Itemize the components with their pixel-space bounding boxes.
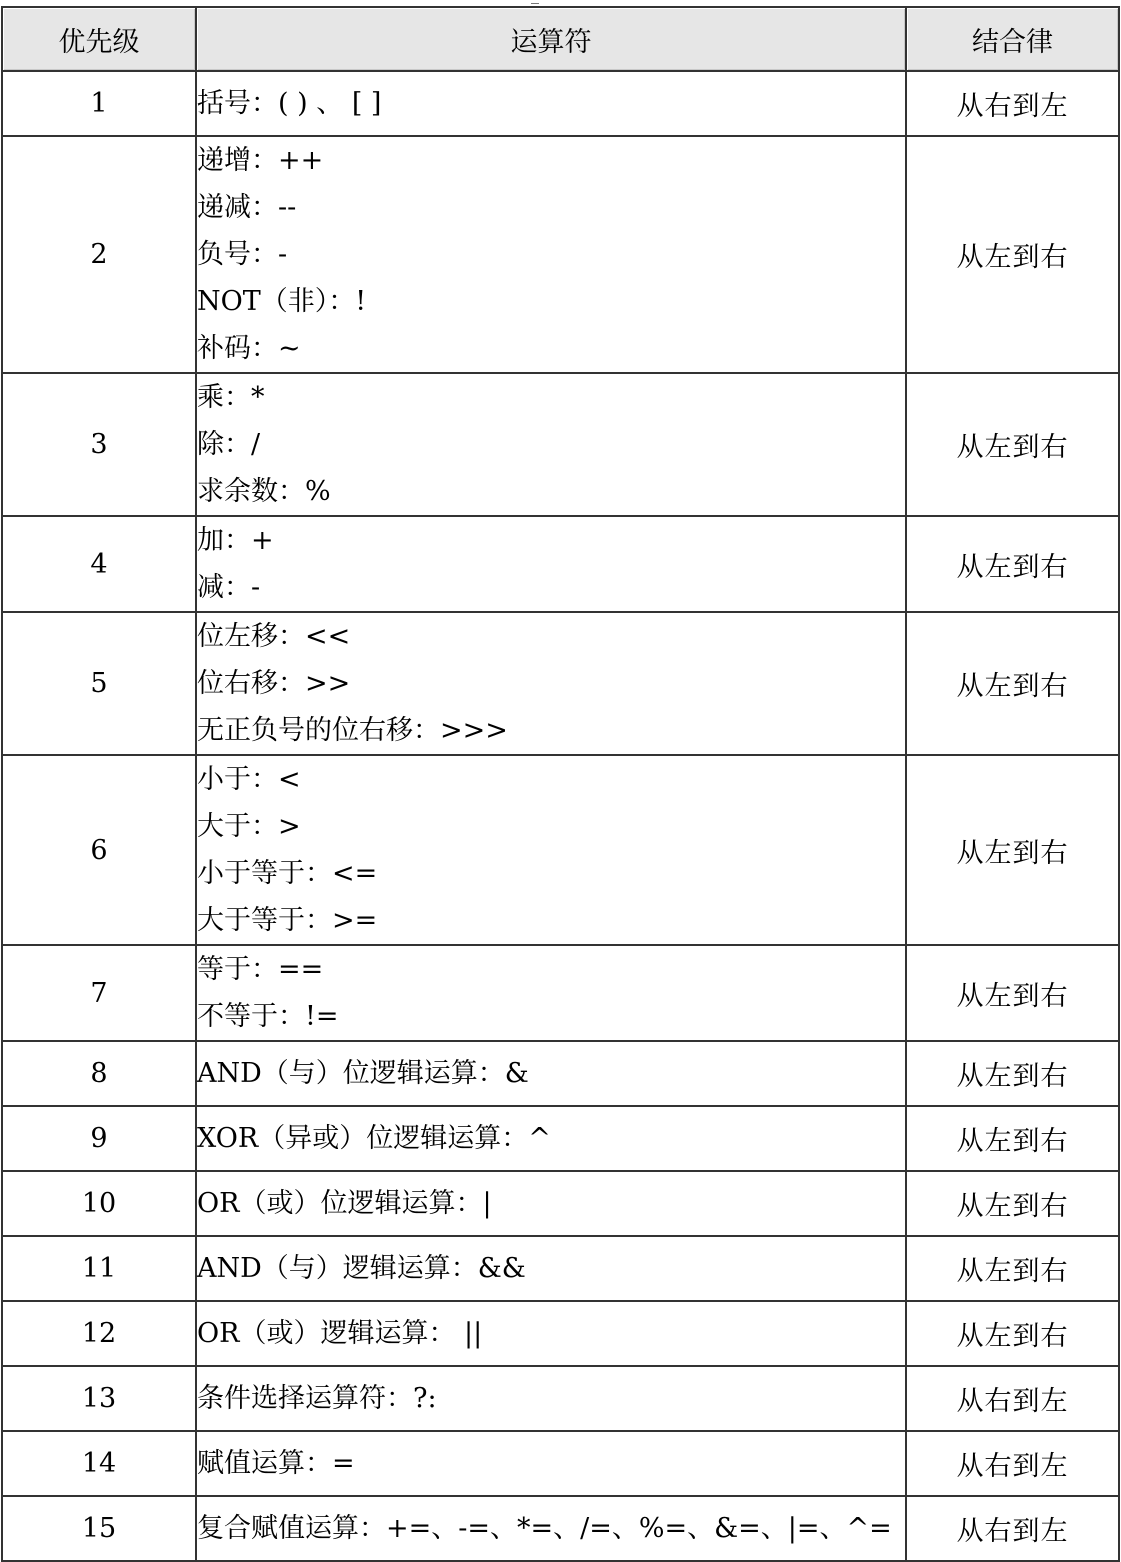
priority-level: 1 bbox=[2, 71, 196, 136]
associativity-cell: 从左到右 bbox=[906, 1301, 1119, 1366]
header-row bbox=[2, 7, 1119, 71]
operator-cell bbox=[196, 1366, 906, 1431]
table-row bbox=[2, 1366, 1119, 1431]
table-row bbox=[2, 1106, 1119, 1171]
operator-entry: XOR（异或）位逻辑运算：^ bbox=[197, 1123, 551, 1154]
priority-level: 8 bbox=[2, 1041, 196, 1106]
priority-level: 7 bbox=[2, 945, 196, 1041]
table-row bbox=[2, 1301, 1119, 1366]
operator-entry: 无正负号的位右移：>>> bbox=[197, 715, 508, 746]
priority-level: 13 bbox=[2, 1366, 196, 1431]
associativity-cell: 从左到右 bbox=[906, 136, 1119, 373]
operator-cell bbox=[196, 71, 906, 136]
associativity-cell: 从左到右 bbox=[906, 516, 1119, 612]
operator-entry: 加：+ bbox=[197, 525, 274, 556]
operator-entry: 减：- bbox=[197, 572, 261, 603]
operator-entry: 求余数：% bbox=[197, 476, 331, 507]
priority-level: 4 bbox=[2, 516, 196, 612]
operator-cell bbox=[196, 1431, 906, 1496]
associativity-cell: 从右到左 bbox=[906, 1431, 1119, 1496]
operator-entry: 负号：- bbox=[197, 239, 288, 270]
operator-cell bbox=[196, 1301, 906, 1366]
table-row bbox=[2, 1171, 1119, 1236]
operator-entry: 递增：++ bbox=[197, 145, 324, 176]
associativity-cell: 从左到右 bbox=[906, 1171, 1119, 1236]
table-row bbox=[2, 516, 1119, 612]
operator-cell bbox=[196, 1496, 906, 1561]
priority-level: 3 bbox=[2, 373, 196, 516]
page-top-mark bbox=[531, 0, 539, 4]
operator-cell bbox=[196, 755, 906, 945]
operator-cell bbox=[196, 945, 906, 1041]
table-row bbox=[2, 612, 1119, 755]
table-row bbox=[2, 1431, 1119, 1496]
header-associativity: 结合律 bbox=[906, 7, 1119, 71]
operator-entry: NOT（非）：! bbox=[197, 286, 367, 317]
operator-entry: 位右移：>> bbox=[197, 668, 351, 699]
associativity-cell: 从左到右 bbox=[906, 945, 1119, 1041]
operator-cell bbox=[196, 1171, 906, 1236]
table-row bbox=[2, 1236, 1119, 1301]
associativity-cell: 从左到右 bbox=[906, 755, 1119, 945]
priority-level: 9 bbox=[2, 1106, 196, 1171]
associativity-cell: 从左到右 bbox=[906, 1106, 1119, 1171]
operator-entry: 位左移：<< bbox=[197, 621, 351, 652]
table-row bbox=[2, 1041, 1119, 1106]
operator-entry: 乘：* bbox=[197, 382, 265, 413]
operator-entry: OR（或）逻辑运算： || bbox=[197, 1318, 483, 1349]
operator-entry: 大于：> bbox=[197, 811, 301, 842]
associativity-cell: 从右到左 bbox=[906, 1496, 1119, 1561]
header-operator: 运算符 bbox=[196, 7, 906, 71]
operator-precedence-table bbox=[1, 6, 1120, 1562]
operator-entry: 条件选择运算符：?: bbox=[197, 1383, 437, 1414]
table-body bbox=[2, 71, 1119, 1561]
header-level: 优先级 bbox=[2, 7, 196, 71]
table-row bbox=[2, 755, 1119, 945]
priority-level: 12 bbox=[2, 1301, 196, 1366]
operator-entry: OR（或）位逻辑运算：| bbox=[197, 1188, 492, 1219]
operator-entry: 小于等于：<= bbox=[197, 858, 378, 889]
priority-level: 5 bbox=[2, 612, 196, 755]
operator-cell bbox=[196, 1236, 906, 1301]
operator-entry: AND（与）位逻辑运算：& bbox=[197, 1058, 529, 1089]
table-row bbox=[2, 136, 1119, 373]
operator-cell bbox=[196, 612, 906, 755]
priority-level: 6 bbox=[2, 755, 196, 945]
priority-level: 15 bbox=[2, 1496, 196, 1561]
table-row bbox=[2, 1496, 1119, 1561]
operator-entry: 大于等于：>= bbox=[197, 905, 378, 936]
operator-entry: 赋值运算：= bbox=[197, 1448, 355, 1479]
page bbox=[1, 6, 1118, 1562]
operator-entry: 递减：-- bbox=[197, 192, 297, 223]
operator-cell bbox=[196, 373, 906, 516]
operator-cell bbox=[196, 1041, 906, 1106]
associativity-cell: 从右到左 bbox=[906, 71, 1119, 136]
table-row bbox=[2, 71, 1119, 136]
operator-entry: 小于：< bbox=[197, 764, 301, 795]
operator-entry: 补码：~ bbox=[197, 333, 301, 364]
table-row bbox=[2, 945, 1119, 1041]
priority-level: 2 bbox=[2, 136, 196, 373]
associativity-cell: 从左到右 bbox=[906, 1236, 1119, 1301]
associativity-cell: 从左到右 bbox=[906, 612, 1119, 755]
associativity-cell: 从右到左 bbox=[906, 1366, 1119, 1431]
operator-entry: 不等于：!= bbox=[197, 1001, 339, 1032]
priority-level: 14 bbox=[2, 1431, 196, 1496]
operator-entry: AND（与）逻辑运算：&& bbox=[197, 1253, 526, 1284]
operator-entry: 除：/ bbox=[197, 429, 261, 460]
table-row bbox=[2, 373, 1119, 516]
priority-level: 10 bbox=[2, 1171, 196, 1236]
operator-entry: 复合赋值运算：+=、-=、*=、/=、%=、&=、|=、^= bbox=[197, 1513, 892, 1544]
operator-cell bbox=[196, 1106, 906, 1171]
associativity-cell: 从左到右 bbox=[906, 1041, 1119, 1106]
priority-level: 11 bbox=[2, 1236, 196, 1301]
operator-entry: 括号：( ) 、 [ ] bbox=[197, 88, 382, 119]
operator-cell bbox=[196, 516, 906, 612]
associativity-cell: 从左到右 bbox=[906, 373, 1119, 516]
operator-cell bbox=[196, 136, 906, 373]
operator-entry: 等于：== bbox=[197, 954, 324, 985]
